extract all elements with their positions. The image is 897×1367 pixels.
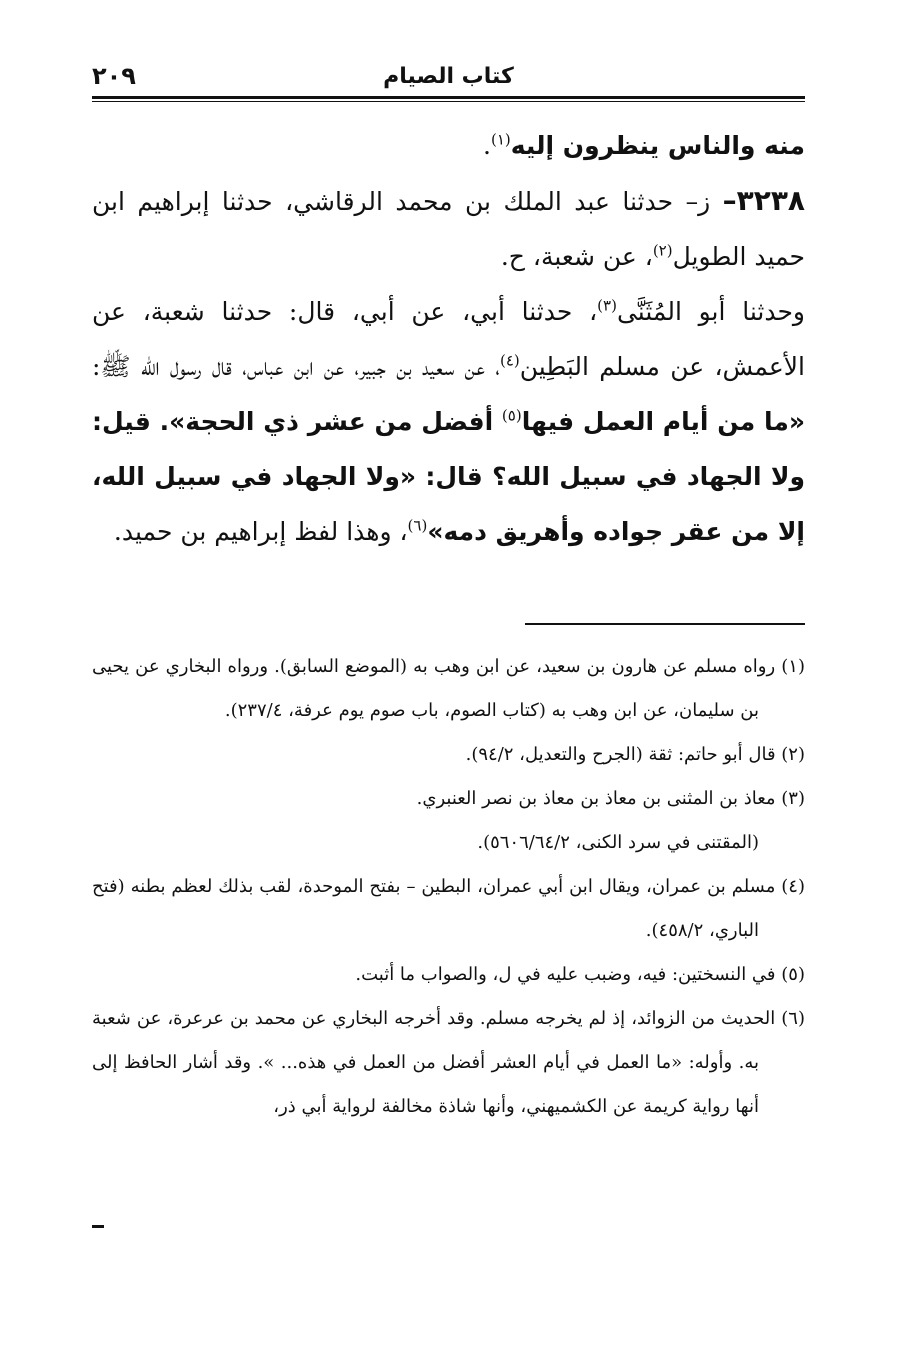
matn-quote-1: «ما من أيام العمل فيها xyxy=(521,407,805,436)
opening-line xyxy=(92,118,805,173)
footnote-separator xyxy=(525,623,805,625)
chapter-title: كتاب الصيام xyxy=(383,64,514,89)
footnote-4: (٤) مسلم بن عمران، ويقال ابن أبي عمران، البطين – بفتح الموحدة، لقب بذلك لعظم بطنه (فتح الباري، ٤٥٨/٢). xyxy=(92,876,805,941)
opening-text: منه والناس ينظرون إليه xyxy=(510,131,805,160)
isnad-part-4: ، حدثنا أبي، عن أبي، قال: حدثنا شعبة، عن الأعمش، عن مسلم البَطِين xyxy=(92,297,805,381)
footnote-ref-5: (٥) xyxy=(501,406,522,425)
footnote-3-continuation: (المقتنى في سرد الكنى، ٥٦٠٦/٦٤/٢). xyxy=(477,832,759,853)
footnote-ref-1: (١) xyxy=(490,130,511,149)
isnad-part-1: ز– حدثنا عبد الملك بن محمد الرقاشي، حدثنا إبراهيم ابن حميد الطويل xyxy=(92,187,805,271)
page-number: ٢٠٩ xyxy=(92,62,136,90)
matn-quote-2: أفضل من عشر ذي الحجة». قيل: ولا الجهاد في سبيل الله؟ قال: «ولا الجهاد في سبيل الله، إلا من عقر جواده وأهريق دمه» xyxy=(92,407,805,546)
footnote-ref-3: (٣) xyxy=(597,296,617,315)
continuation-mark xyxy=(92,1225,104,1228)
footnote-ref-6: (٦) xyxy=(407,516,428,535)
footnote-3: (٣) معاذ بن المثنى بن معاذ بن معاذ بن نصر العنبري. xyxy=(416,788,805,809)
isnad-part-3: وحدثنا أبو المُثَنَّى xyxy=(616,297,805,326)
header-rule-thick xyxy=(92,96,805,99)
footnote-ref-2: (٢) xyxy=(652,241,673,260)
footnotes xyxy=(92,645,805,1129)
isnad-part-2: ، عن شعبة، ح. xyxy=(500,242,653,271)
opening-end: . xyxy=(483,131,491,160)
isnad-part-5: ، عن سعيد بن جبير، عن ابن عباس، قال رسول الله ﷺ: xyxy=(92,352,500,381)
hadith-paragraph-2 xyxy=(92,284,805,559)
hadith-number: ٣٢٣٨– xyxy=(722,184,805,217)
closing-text: ، وهذا لفظ إبراهيم بن حميد. xyxy=(113,517,408,546)
footnote-2: (٢) قال أبو حاتم: ثقة (الجرح والتعديل، ٩٤/٢). xyxy=(465,744,805,765)
footnote-1: (١) رواه مسلم عن هارون بن سعيد، عن ابن وهب به (الموضع السابق). ورواه البخاري عن يحيى بن سليمان، عن ابن وهب به (كتاب الصوم، باب صوم يوم عرفة، ٢٣٧/٤). xyxy=(92,656,805,721)
footnote-ref-4: (٤) xyxy=(500,351,520,370)
running-header xyxy=(92,62,805,98)
main-text xyxy=(92,118,805,559)
header-rule-thin xyxy=(92,101,805,102)
footnote-6: (٦) الحديث من الزوائد، إذ لم يخرجه مسلم. وقد أخرجه البخاري عن محمد بن عرعرة، عن شعبة به. وأوله: «ما العمل في أيام العشر أفضل من العمل في هذه... ». وقد أشار الحافظ إلى أنها رواية كريمة عن الكشميهني، وأنها شاذة مخالفة لرواية أبي ذر، xyxy=(92,1008,805,1117)
footnote-5: (٥) في النسختين: فيه، وضبب عليه في ل، والصواب ما أثبت. xyxy=(355,964,805,985)
hadith-paragraph-1 xyxy=(92,173,805,284)
